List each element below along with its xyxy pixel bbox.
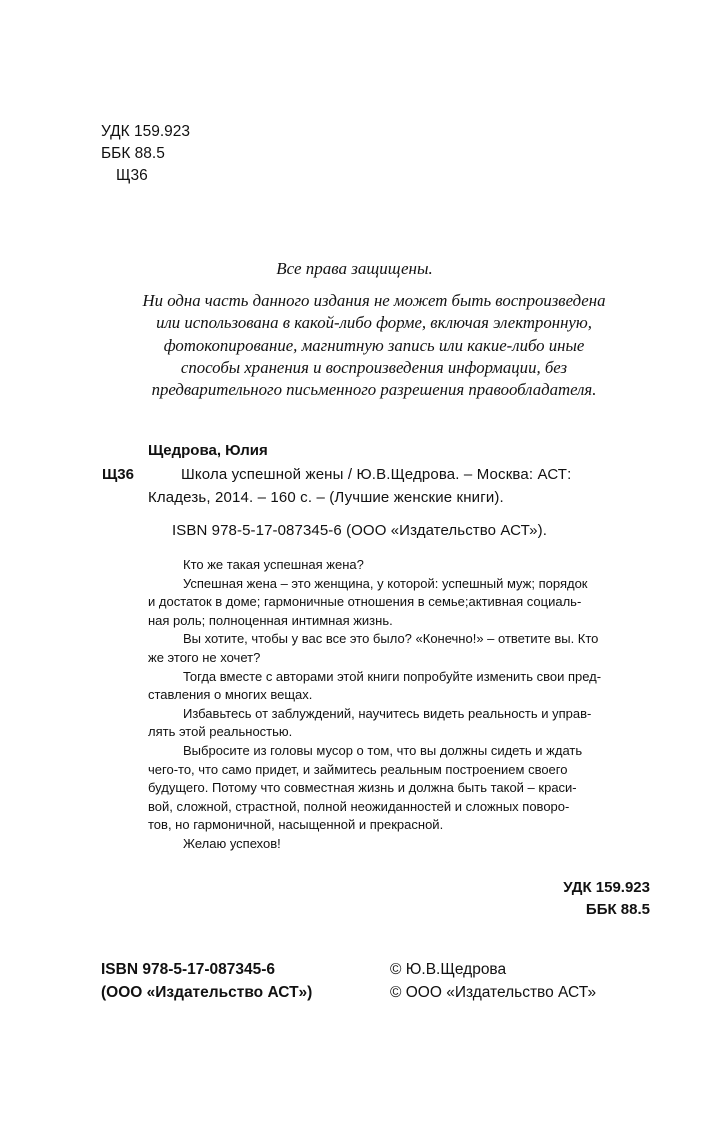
annotation-line: будущего. Потому что совместная жизнь и должна быть такой – краси- [148,780,577,796]
annotation-line: Успешная жена – это женщина, у которой: успешный муж; порядок [183,575,588,591]
annotation [148,556,650,854]
annotation-line: Кто же такая успешная жена? [183,557,364,572]
right-bbk-code: ББК 88.5 [585,901,650,918]
annotation-line: Выбросите из головы мусор о том, что вы должны сидеть и ждать [183,742,583,758]
annotation-line: ставления о многих вещах. [148,687,313,703]
record-title-line: Школа успешной жены / Ю.В.Щедрова. – Москва: АСТ: [181,466,572,483]
record-code: Щ36 [102,466,134,483]
copyright-publisher: © ООО «Издательство АСТ» [390,984,597,1001]
rights-line: или использована в какой-либо форме, включая электронную, [156,313,592,333]
rights-line: предварительного письменного разрешения правообладателя. [151,380,597,400]
annotation-line: Вы хотите, чтобы у вас все это было? «Конечно!» – ответите вы. Кто [183,631,599,647]
annotation-line: Тогда вместе с авторами этой книги попробуйте изменить свои пред- [183,668,602,684]
record-imprint-line: Кладезь, 2014. – 160 с. – (Лучшие женские книги). [148,489,504,506]
rights-line: Ни одна часть данного издания не может быть воспроизведена [142,291,606,310]
bottom-publisher: (ООО «Издательство АСТ») [101,984,313,1001]
bottom-isbn-block [101,958,312,1004]
annotation-line: же этого не хочет? [148,649,261,665]
record-author: Щедрова, Юлия [148,442,268,459]
bbk-code: ББК 88.5 [101,145,165,162]
annotation-line: ная роль; полноценная интимная жизнь. [148,612,393,628]
rights-notice [104,290,644,401]
author-sign: Щ36 [116,167,148,184]
copyright-block [390,958,596,1004]
rights-line: фотокопирование, магнитную запись или какие-либо иные [163,335,585,355]
annotation-line: Избавьтесь от заблуждений, научитесь видеть реальность и управ- [183,705,592,721]
rights-title: Все права защищены. [276,259,433,278]
right-udk-code: УДК 159.923 [563,879,650,896]
classification-block [101,121,190,187]
udk-code: УДК 159.923 [101,123,191,140]
annotation-line: и достаток в доме; гармоничные отношения в семье;активная социаль- [148,594,582,610]
copyright-author: © Ю.В.Щедрова [390,961,507,978]
annotation-line: чего-то, что само придет, и займитесь реальным построением своего [148,761,568,777]
right-codes [400,877,650,921]
annotation-line: тов, но гармоничной, насыщенной и прекрасной. [148,817,444,833]
annotation-line: вой, сложной, страстной, полной неожиданностей и сложных поворо- [148,798,570,814]
annotation-line: лять этой реальностью. [148,724,293,740]
annotation-line: Желаю успехов! [183,835,281,851]
rights-line: способы хранения и воспроизведения информации, без [180,357,568,377]
bottom-isbn: ISBN 978-5-17-087345-6 [101,961,276,978]
record-isbn: ISBN 978-5-17-087345-6 (ООО «Издательство АСТ»). [172,522,547,539]
